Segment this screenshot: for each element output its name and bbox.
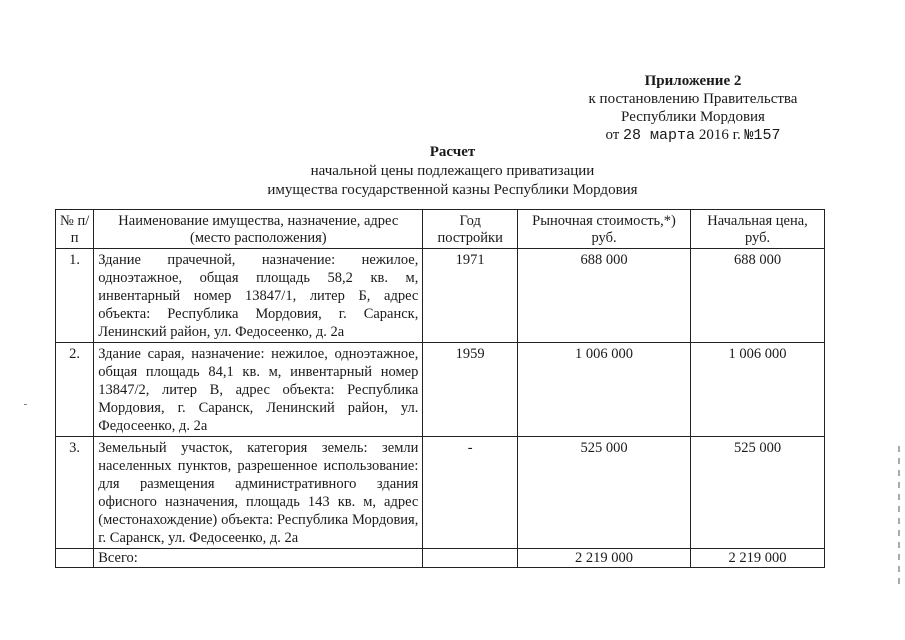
header-year: Год постройки <box>423 210 518 249</box>
row-year: - <box>423 437 518 549</box>
row-name: Здание прачечной, назначение: нежилое, одноэтажное, общая площадь 58,2 кв. м, инвентарный номер 13847/1, литер Б, адрес объекта: Республика Мордовия, г. Саранск, Ленинский район, ул. Федосеенко, д. 2а <box>94 249 423 343</box>
price-calculation-table <box>55 209 825 568</box>
table-row <box>56 249 825 343</box>
table-row <box>56 343 825 437</box>
appendix-line-2: Республики Мордовия <box>621 109 765 125</box>
heading-line-1: начальной цены подлежащего приватизации <box>310 163 595 179</box>
scan-speck <box>24 404 27 405</box>
appendix-title: Приложение 2 <box>644 73 742 89</box>
decree-number: №157 <box>744 127 781 144</box>
header-market-value: Рыночная стоимость,*) руб. <box>517 210 690 249</box>
row-market-value: 1 006 000 <box>517 343 690 437</box>
row-start-price: 688 000 <box>691 249 825 343</box>
appendix-line-1: к постановлению Правительства <box>588 91 798 107</box>
row-start-price: 1 006 000 <box>691 343 825 437</box>
header-start-price: Начальная цена, руб. <box>691 210 825 249</box>
table-header-row <box>56 210 825 249</box>
table-total-row <box>56 549 825 568</box>
heading-title: Расчет <box>429 144 476 160</box>
row-year: 1959 <box>423 343 518 437</box>
table-row <box>56 437 825 549</box>
appendix-block <box>563 72 823 145</box>
heading-line-2: имущества государственной казны Республики Мордовия <box>267 182 638 198</box>
row-start-price: 525 000 <box>691 437 825 549</box>
row-market-value: 688 000 <box>517 249 690 343</box>
row-year: 1971 <box>423 249 518 343</box>
date-year: 2016 г. <box>698 127 741 143</box>
date-prefix: от <box>605 127 620 143</box>
document-heading <box>0 143 905 200</box>
date-day-month: 28 марта <box>623 127 696 144</box>
row-market-value: 525 000 <box>517 437 690 549</box>
total-label: Всего: <box>94 549 423 568</box>
total-num-cell <box>56 549 94 568</box>
row-name: Земельный участок, категория земель: земли населенных пунктов, разрешенное использование: для размещения административного здания офисного назначения, площадь 143 кв. м, адрес (местонахождение) объекта: Республика Мордовия, г. Саранск, ул. Федосеенко, д. 2а <box>94 437 423 549</box>
row-name: Здание сарая, назначение: нежилое, одноэтажное, общая площадь 84,1 кв. м, инвентарный номер 13847/2, литер В, адрес объекта: Республика Мордовия, г. Саранск, Ленинский район, ул. Федосеенко, д. 2а <box>94 343 423 437</box>
row-num: 2. <box>56 343 94 437</box>
row-num: 1. <box>56 249 94 343</box>
total-start-price: 2 219 000 <box>691 549 825 568</box>
scan-edge-marks <box>896 440 902 640</box>
total-year-cell <box>423 549 518 568</box>
header-num: № п/п <box>56 210 94 249</box>
row-num: 3. <box>56 437 94 549</box>
total-market-value: 2 219 000 <box>517 549 690 568</box>
header-name: Наименование имущества, назначение, адрес (место расположения) <box>94 210 423 249</box>
